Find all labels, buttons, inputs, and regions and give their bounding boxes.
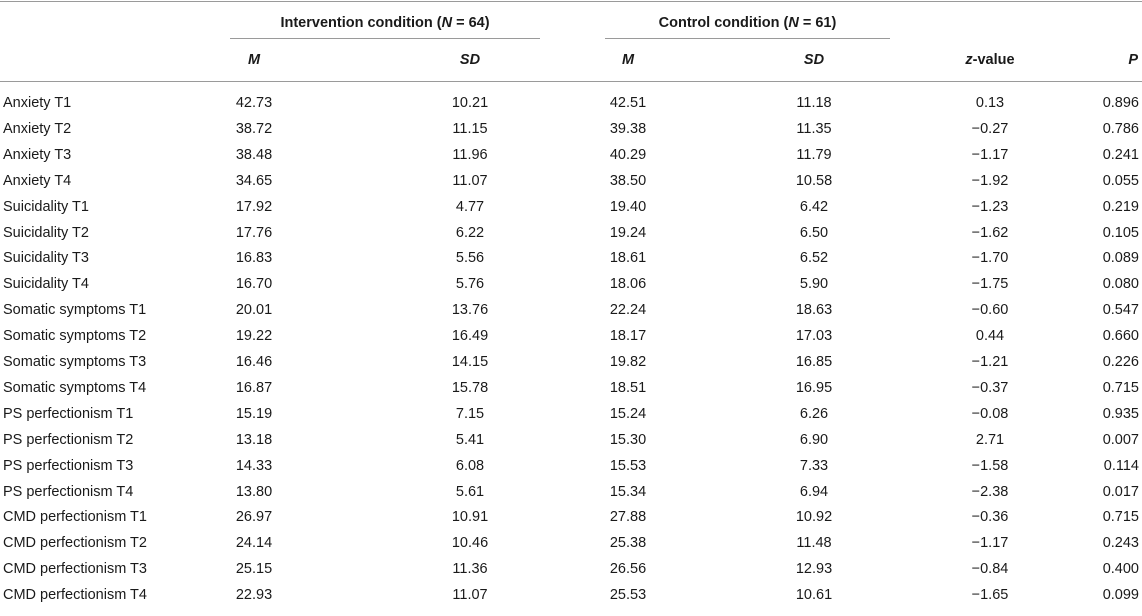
cell-sd-control: 11.48 [796, 535, 832, 552]
cell-z-value: −0.36 [971, 509, 1009, 526]
cell-sd-intervention: 11.07 [452, 172, 488, 189]
col-header-sd-control: SD [803, 52, 825, 68]
cell-z-value: −1.92 [971, 172, 1009, 189]
col-header-m-intervention: M [247, 52, 261, 68]
cell-p: 0.007 [1102, 431, 1139, 448]
cell-z-value: −1.17 [971, 535, 1009, 552]
cell-p: 0.660 [1102, 328, 1139, 345]
cell-sd-control: 5.90 [799, 276, 829, 293]
cell-sd-control: 7.33 [799, 457, 829, 474]
cell-z-value: 2.71 [975, 431, 1005, 448]
cell-p: 0.786 [1102, 120, 1139, 137]
cell-z-value: −1.17 [971, 146, 1009, 163]
cell-measure: PS perfectionism T4 [3, 483, 134, 500]
cell-m-intervention: 26.97 [235, 509, 273, 526]
cell-measure: Anxiety T3 [3, 146, 72, 163]
cell-p: 0.219 [1102, 198, 1139, 215]
cell-measure: CMD perfectionism T1 [3, 509, 147, 526]
cell-m-control: 18.06 [609, 276, 647, 293]
cell-sd-intervention: 15.78 [451, 379, 489, 396]
cell-measure: Anxiety T2 [3, 120, 72, 137]
cell-measure: CMD perfectionism T2 [3, 535, 147, 552]
cell-sd-intervention: 13.76 [451, 302, 489, 319]
cell-z-value: −1.21 [971, 354, 1009, 370]
top-rule [0, 1, 1142, 2]
cell-sd-intervention: 6.08 [455, 457, 485, 474]
cell-m-control: 25.38 [609, 535, 647, 552]
cell-z-value: −0.27 [971, 120, 1009, 137]
cell-sd-control: 16.95 [795, 379, 833, 396]
cell-measure: CMD perfectionism T4 [3, 587, 147, 604]
cell-m-intervention: 13.80 [235, 483, 273, 500]
cell-m-control: 18.61 [609, 250, 647, 267]
cell-m-intervention: 34.65 [235, 172, 273, 189]
cell-measure: Somatic symptoms T1 [3, 302, 147, 319]
cell-sd-intervention: 5.56 [455, 250, 485, 267]
cell-m-control: 19.40 [609, 198, 647, 215]
intervention-group-rule [230, 38, 540, 39]
cell-sd-control: 6.50 [799, 224, 829, 241]
cell-m-intervention: 25.15 [235, 561, 273, 578]
cell-z-value: −1.58 [971, 457, 1009, 474]
control-condition-header: Control condition (N = 61) [658, 15, 837, 31]
cell-p: 0.055 [1102, 172, 1139, 189]
cell-sd-intervention: 11.07 [452, 587, 488, 604]
cell-z-value: −1.65 [971, 587, 1009, 604]
cell-m-control: 18.17 [609, 328, 647, 345]
cell-sd-intervention: 11.96 [452, 146, 488, 163]
cell-z-value: −0.08 [971, 405, 1009, 422]
cell-z-value: −2.38 [971, 483, 1009, 500]
cell-p: 0.089 [1102, 250, 1139, 267]
cell-sd-control: 18.63 [795, 302, 833, 319]
cell-p: 0.400 [1102, 561, 1139, 578]
cell-sd-intervention: 7.15 [455, 405, 485, 422]
cell-p: 0.114 [1103, 457, 1139, 474]
cell-m-intervention: 17.92 [235, 198, 273, 215]
cell-p: 0.105 [1102, 224, 1139, 241]
cell-sd-control: 10.61 [795, 587, 833, 604]
cell-sd-intervention: 5.76 [455, 276, 485, 293]
cell-m-intervention: 38.72 [235, 120, 273, 137]
col-header-z-value: z-value [965, 52, 1015, 68]
cell-p: 0.099 [1102, 587, 1139, 604]
cell-sd-control: 6.42 [799, 198, 829, 215]
cell-m-control: 25.53 [609, 587, 647, 604]
cell-m-intervention: 17.76 [235, 224, 273, 241]
cell-m-control: 22.24 [609, 302, 647, 319]
cell-m-intervention: 15.19 [235, 405, 273, 422]
cell-measure: Somatic symptoms T4 [3, 379, 147, 396]
col-header-p: P [1128, 52, 1138, 68]
cell-m-intervention: 24.14 [235, 535, 273, 552]
cell-p: 0.226 [1102, 354, 1139, 370]
cell-m-control: 27.88 [609, 509, 647, 526]
cell-m-intervention: 16.87 [235, 379, 273, 396]
cell-m-intervention: 14.33 [235, 457, 273, 474]
cell-measure: Somatic symptoms T2 [3, 328, 147, 345]
cell-measure: PS perfectionism T2 [3, 431, 134, 448]
cell-m-control: 15.53 [609, 457, 647, 474]
cell-sd-intervention: 5.41 [455, 431, 485, 448]
cell-sd-intervention: 14.15 [451, 354, 489, 370]
cell-m-control: 15.24 [609, 405, 647, 422]
cell-m-control: 42.51 [609, 95, 647, 111]
cell-z-value: −1.62 [971, 224, 1009, 241]
cell-measure: Anxiety T4 [3, 172, 72, 189]
cell-measure: Suicidality T1 [3, 198, 89, 215]
col-header-sd-intervention: SD [459, 52, 481, 68]
cell-m-intervention: 20.01 [235, 302, 273, 319]
cell-m-intervention: 16.83 [235, 250, 273, 267]
cell-m-intervention: 19.22 [235, 328, 273, 345]
cell-z-value: −1.70 [971, 250, 1009, 267]
cell-measure: CMD perfectionism T3 [3, 561, 147, 578]
cell-p: 0.715 [1102, 379, 1139, 396]
header-bottom-rule [0, 81, 1142, 82]
cell-m-control: 18.51 [609, 379, 647, 396]
intervention-condition-header: Intervention condition (N = 64) [280, 15, 490, 31]
cell-m-control: 15.34 [609, 483, 647, 500]
cell-p: 0.715 [1102, 509, 1139, 526]
cell-m-intervention: 13.18 [235, 431, 273, 448]
cell-m-intervention: 16.46 [235, 354, 273, 370]
cell-sd-control: 11.18 [796, 95, 832, 111]
cell-measure: PS perfectionism T1 [3, 405, 134, 422]
cell-m-control: 39.38 [609, 120, 647, 137]
cell-sd-intervention: 5.61 [455, 483, 485, 500]
cell-p: 0.241 [1102, 146, 1139, 163]
cell-p: 0.243 [1102, 535, 1139, 552]
cell-p: 0.896 [1102, 95, 1139, 111]
cell-m-intervention: 42.73 [235, 95, 273, 111]
cell-measure: PS perfectionism T3 [3, 457, 134, 474]
cell-measure: Suicidality T3 [3, 250, 89, 267]
cell-sd-control: 6.90 [799, 431, 829, 448]
cell-z-value: −0.60 [971, 302, 1009, 319]
cell-measure: Suicidality T4 [3, 276, 89, 293]
cell-z-value: −1.75 [971, 276, 1009, 293]
cell-sd-intervention: 10.46 [451, 535, 489, 552]
cell-sd-control: 10.58 [795, 172, 833, 189]
cell-measure: Anxiety T1 [3, 95, 72, 111]
cell-sd-control: 16.85 [795, 354, 833, 370]
cell-m-control: 19.24 [609, 224, 647, 241]
cell-sd-control: 10.92 [795, 509, 833, 526]
cell-sd-intervention: 6.22 [455, 224, 485, 241]
cell-sd-intervention: 4.77 [455, 198, 485, 215]
cell-m-control: 19.82 [609, 354, 647, 370]
cell-m-control: 15.30 [609, 431, 647, 448]
cell-m-control: 38.50 [609, 172, 647, 189]
cell-sd-intervention: 11.15 [452, 120, 488, 137]
cell-sd-intervention: 10.91 [451, 509, 489, 526]
cell-z-value: −0.84 [971, 561, 1009, 578]
cell-sd-control: 12.93 [795, 561, 833, 578]
cell-sd-intervention: 11.36 [452, 561, 488, 578]
cell-p: 0.080 [1102, 276, 1139, 293]
cell-p: 0.017 [1102, 483, 1139, 500]
cell-p: 0.935 [1102, 405, 1139, 422]
cell-sd-control: 6.26 [799, 405, 829, 422]
cell-m-intervention: 22.93 [235, 587, 273, 604]
cell-p: 0.547 [1102, 302, 1139, 319]
cell-m-control: 26.56 [609, 561, 647, 578]
cell-sd-control: 6.52 [799, 250, 829, 267]
cell-z-value: 0.44 [975, 328, 1005, 345]
cell-sd-intervention: 10.21 [451, 95, 489, 111]
cell-measure: Somatic symptoms T3 [3, 354, 147, 370]
cell-sd-intervention: 16.49 [451, 328, 489, 345]
cell-sd-control: 11.35 [796, 120, 832, 137]
cell-m-intervention: 38.48 [235, 146, 273, 163]
cell-m-intervention: 16.70 [235, 276, 273, 293]
cell-z-value: −1.23 [971, 198, 1009, 215]
cell-sd-control: 6.94 [799, 483, 829, 500]
cell-sd-control: 17.03 [795, 328, 833, 345]
col-header-m-control: M [621, 52, 635, 68]
cell-m-control: 40.29 [609, 146, 647, 163]
cell-sd-control: 11.79 [796, 146, 832, 163]
control-group-rule [605, 38, 890, 39]
cell-z-value: 0.13 [975, 95, 1005, 111]
cell-z-value: −0.37 [971, 379, 1009, 396]
cell-measure: Suicidality T2 [3, 224, 89, 241]
